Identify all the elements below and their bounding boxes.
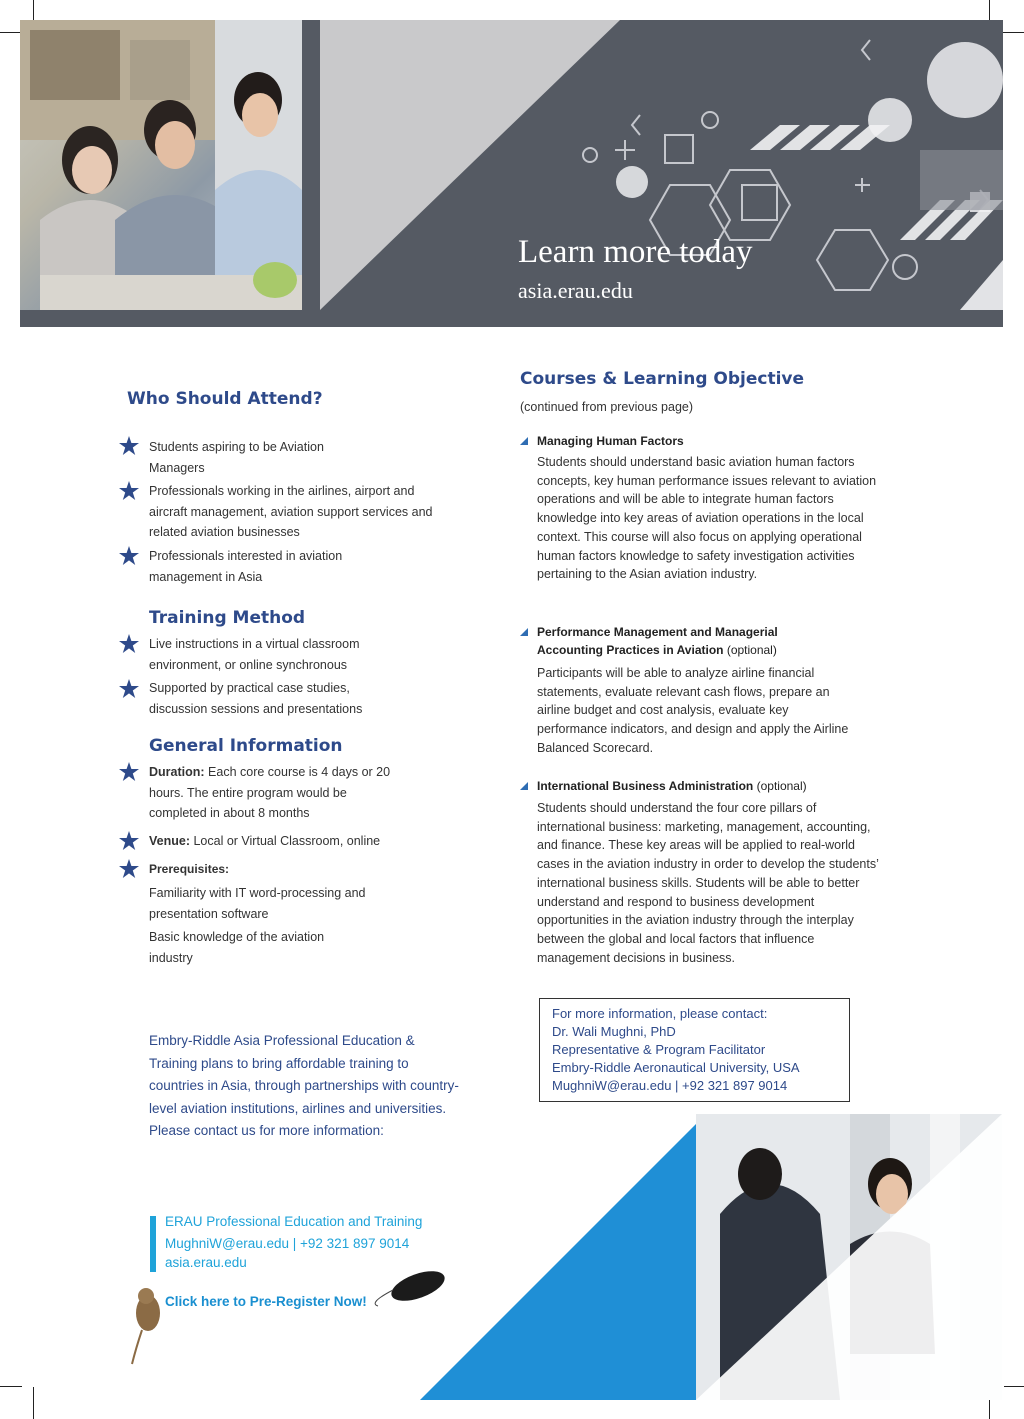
duration-label: Duration: — [149, 765, 205, 779]
contact-intro: For more information, please contact: — [552, 1006, 768, 1021]
promo-contact[interactable]: MughniW@erau.edu | +92 321 897 9014 — [165, 1236, 410, 1251]
crop-mark — [0, 32, 22, 33]
banner-headline: Learn more today — [518, 234, 753, 270]
star-bullet-icon — [119, 679, 139, 699]
banner-url[interactable]: asia.erau.edu — [518, 278, 633, 303]
optional-label: (optional) — [753, 779, 807, 793]
prerequisite-item: Familiarity with IT word-processing and presentation software — [149, 886, 366, 921]
who-item: Professionals working in the airlines, airport and aircraft management, aviation support services and related aviation businesses — [149, 484, 433, 539]
contact-box — [539, 998, 850, 1102]
general-information-heading: General Information — [149, 736, 343, 756]
star-bullet-icon — [119, 481, 139, 501]
continued-note: (continued from previous page) — [520, 400, 694, 414]
courses-heading: Courses & Learning Objective — [520, 369, 805, 389]
who-item: Students aspiring to be Aviation Managers — [149, 440, 324, 475]
about-program-text: Embry-Riddle Asia Professional Education & Training plans to bring affordable training to countries in Asia, through partnerships with country-level aviation institutions, airlines and universities. Please contact us for more information: — [149, 1033, 459, 1139]
star-bullet-icon — [119, 546, 139, 566]
crop-mark — [33, 1387, 34, 1419]
star-bullet-icon — [119, 859, 139, 879]
course-description: Students should understand the four core pillars of international business: marketing, management, accounting, and finance. These key areas will be applied to real-world cases in the aviation industry in order to develop the students’ international business skills. Students will be able to better understand and respond to business development opportunities in the aviation industry through the interplay between the global and local factors that influence management decisions in business. — [537, 801, 879, 965]
training-item: Live instructions in a virtual classroom environment, or online synchronous — [149, 637, 360, 672]
crop-mark — [1002, 1386, 1024, 1387]
star-bullet-icon — [119, 634, 139, 654]
course-title-line — [537, 777, 807, 795]
triangle-bullet-icon — [520, 782, 528, 790]
star-bullet-icon — [119, 436, 139, 456]
prerequisites-label: Prerequisites: — [149, 862, 230, 876]
course-title: Managing Human Factors — [537, 434, 684, 448]
venue-label: Venue: — [149, 834, 190, 848]
duration-text: Each core course is 4 days or 20 hours. The entire program would be completed in about 8 months — [149, 765, 391, 820]
star-bullet-icon — [119, 762, 139, 782]
course-title: Performance Management and Managerial — [537, 625, 778, 639]
who-should-attend-heading: Who Should Attend? — [127, 389, 323, 409]
triangle-bullet-icon — [520, 628, 528, 636]
crop-mark — [0, 1386, 22, 1387]
course-description: Students should understand basic aviation human factors concepts, key human performance issues relevant to aviation operations and will be able to integrate human factors knowledge into key areas of aviation operations in the local context. This course will also focus on applying operational human factors knowledge to safety investigation activities pertaining to the Asian aviation industry. — [537, 455, 877, 582]
mouse-graphic — [128, 1268, 448, 1368]
crop-mark — [1002, 32, 1024, 33]
promo-title: ERAU Professional Education and Training — [165, 1214, 423, 1229]
pre-register-link[interactable]: Click here to Pre-Register Now! — [165, 1294, 367, 1309]
who-item: Professionals interested in aviation management in Asia — [149, 549, 343, 584]
optional-label: (optional) — [723, 643, 777, 657]
star-bullet-icon — [119, 831, 139, 851]
triangle-bullet-icon — [520, 437, 528, 445]
venue-text: Local or Virtual Classroom, online — [190, 834, 381, 848]
prerequisite-item: Basic knowledge of the aviation industry — [149, 930, 325, 965]
training-item: Supported by practical case studies, discussion sessions and presentations — [149, 681, 363, 716]
business-people-graphic — [420, 1114, 1004, 1400]
duration-info — [149, 762, 399, 824]
venue-info — [149, 831, 449, 852]
header-banner — [20, 20, 1003, 327]
contact-email-phone[interactable]: MughniW@erau.edu | +92 321 897 9014 — [552, 1078, 788, 1093]
course-title-text: Accounting Practices in Aviation — [537, 643, 724, 657]
contact-org: Embry-Riddle Aeronautical University, USA — [552, 1060, 800, 1075]
course-title-text: International Business Administration — [537, 779, 754, 793]
course-description: Participants will be able to analyze airline financial statements, evaluate relevant cash flows, prepare an airline budget and cost analysis, evaluate key performance indicators, and design and apply the Airline Balanced Scorecard. — [537, 666, 849, 755]
people-photo — [20, 20, 302, 310]
contact-name: Dr. Wali Mughni, PhD — [552, 1024, 676, 1039]
promo-accent-bar — [150, 1216, 156, 1272]
contact-role: Representative & Program Facilitator — [552, 1042, 766, 1057]
training-method-heading: Training Method — [149, 608, 306, 628]
promo-url[interactable]: asia.erau.edu — [165, 1255, 247, 1270]
course-title-line2 — [537, 641, 777, 659]
